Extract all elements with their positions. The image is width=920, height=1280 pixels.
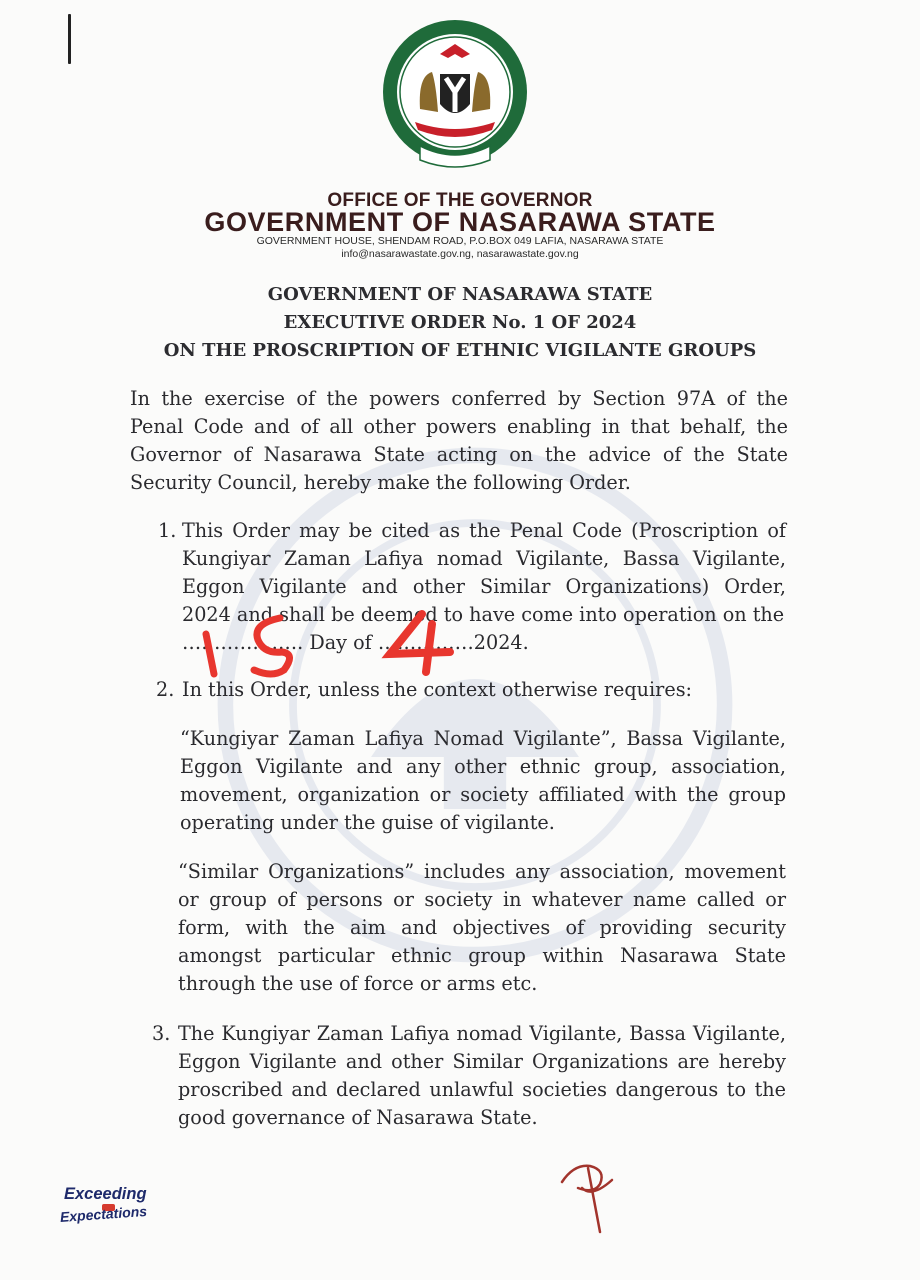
letterhead-address: GOVERNMENT HOUSE, SHENDAM ROAD, P.O.BOX 049 LAFIA, NASARAWA STATE [256, 235, 664, 247]
letterhead-contact: info@nasarawastate.gov.ng, nasarawastate.gov.ng [341, 248, 579, 260]
letterhead-office: OFFICE OF THE GOVERNOR [327, 190, 593, 211]
title-line-1: GOVERNMENT OF NASARAWA STATE [267, 284, 653, 305]
exceeding-expectations-logo [56, 1182, 166, 1238]
item-1-text: This Order may be cited as the Penal Code (Proscription of Kungiyar Zaman Lafiya nomad Vigilante, Bassa Vigilante, Eggon Vigilante and other Similar Organizations) Order, 2024 and shall be deemed to have come into operation on the [182, 519, 786, 626]
item-number: 2. [156, 678, 175, 701]
definition-paragraph: “Kungiyar Zaman Lafiya Nomad Vigilante”, Bassa Vigilante, Eggon Vigilante and any other ethnic group, association, movement, organization or society affiliated with the group operating under the guise of vigilante. [180, 727, 786, 834]
item-number: 3. [152, 1022, 171, 1045]
letterhead-government: GOVERNMENT OF NASARAWA STATE [204, 207, 716, 237]
item-1-paragraph [182, 517, 786, 657]
badge-line-2: Expectations [59, 1202, 148, 1225]
intro-paragraph: In the exercise of the powers conferred by Section 97A of the Penal Code and of all other powers enabling in that behalf, the Governor of Nasarawa State acting on the advice of the State Security Council, hereby make the following Order. [130, 387, 788, 494]
signature-mark [560, 1158, 620, 1234]
item-3-paragraph: The Kungiyar Zaman Lafiya nomad Vigilante, Bassa Vigilante, Eggon Vigilante and other Similar Organizations are hereby proscribed and declared unlawful societies dangerous to the good governance of Nasarawa State. [178, 1022, 786, 1129]
title-line-3: ON THE PROSCRIPTION OF ETHNIC VIGILANTE GROUPS [163, 340, 757, 361]
badge-line-1: Exceeding [64, 1185, 147, 1203]
item-2-paragraph: In this Order, unless the context otherwise requires: [182, 678, 693, 701]
title-line-2: EXECUTIVE ORDER No. 1 OF 2024 [283, 312, 637, 333]
state-seal-icon [380, 14, 530, 174]
item-number: 1. [158, 519, 177, 542]
margin-pen-mark [68, 14, 71, 64]
item-1-date-line: ………………. Day of ……………2024. [182, 631, 529, 654]
definition-paragraph: “Similar Organizations” includes any association, movement or group of persons or society in whatever name called or form, with the aim and objectives of providing security amongst particular ethnic group within Nasarawa State through the use of force or arms etc. [178, 860, 786, 995]
